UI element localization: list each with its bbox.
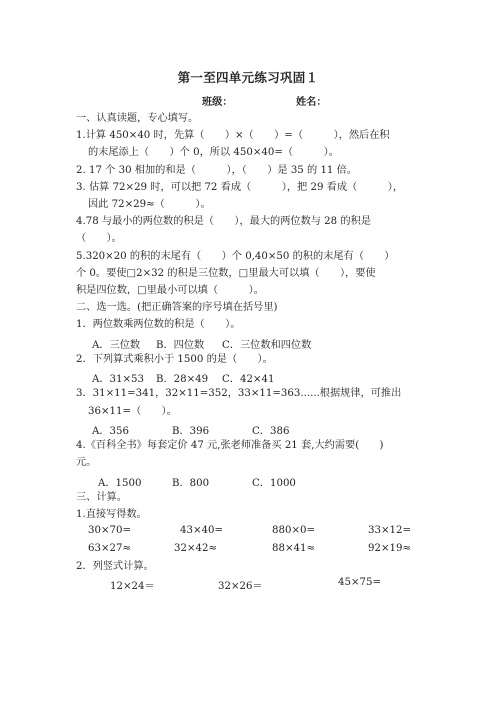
choice-question-3-line-2: 36×11=（ ）。 (88, 406, 177, 417)
choice-question-1: 1．两位数乘两位数的积是（ ）。 (76, 319, 241, 330)
calc-item: 63×27≈ (88, 543, 131, 554)
section1-heading: 一、认真读题，专心填写。 (76, 113, 199, 124)
question-5-line-1: 5.320×20 的积的末尾有（ ）个 0,40×50 的积的末尾有（ ） (76, 251, 395, 262)
question-1-line-2: 的末尾添上（ ）个 0，所以 450×40=（ ）。 (88, 147, 339, 158)
section2-heading: 二、选一选。(把正确答案的序号填在括号里) (76, 302, 278, 313)
subsection-direct-answers: 1.直接写得数。 (76, 509, 147, 520)
question-3-line-1: 3. 估算 72×29 时，可以把 72 看成（ ），把 29 看成（ ）， (76, 182, 404, 193)
option-b: B．396 (172, 426, 210, 437)
question-3-line-2: 因此 72×29≈（ ）。 (88, 199, 211, 210)
option-b: B．800 (172, 478, 210, 489)
calc-item: 45×75= (338, 577, 381, 588)
calc-item: 32×26＝ (218, 581, 263, 592)
question-4-line-1: 4.78 与最小的两位数的积是（ ），最大的两位数与 28 的积是 (76, 216, 371, 227)
option-a: A．1500 (98, 478, 142, 489)
calc-item: 32×42≈ (174, 543, 217, 554)
calc-item: 33×12= (368, 525, 411, 536)
option-b: B．四位数 (156, 340, 205, 351)
question-5-line-2: 个 0。要使□2×32 的积是三位数，□里最大可以填（ ），要使 (76, 268, 376, 279)
calc-item: 30×70= (88, 525, 131, 536)
calc-item: 88×41≈ (272, 543, 315, 554)
choice-question-4-line-2: 元。 (76, 457, 97, 468)
question-4-line-2: （ ）。 (76, 233, 122, 244)
class-label: 班级： (202, 97, 233, 108)
calc-item: 12×24＝ (110, 581, 155, 592)
option-c: C．42×41 (222, 374, 275, 385)
option-c: C．1000 (252, 478, 296, 489)
option-c: C．三位数和四位数 (222, 340, 312, 351)
calc-item: 43×40= (180, 525, 223, 536)
option-a: A．31×53 (92, 374, 145, 385)
option-b: B．28×49 (156, 374, 209, 385)
question-5-line-3: 积是四位数，□里最小可以填（ ）。 (76, 285, 264, 296)
question-2: 2. 17 个 30 相加的和是（ ），（ ）是 35 的 11 倍。 (76, 165, 358, 176)
page-title: 第一至四单元练习巩固１ (177, 70, 319, 85)
choice-question-2: 2．下列算式乘积小于 1500 的是（ ）。 (76, 354, 273, 365)
choice-question-3-line-1: 3．31×11=341，32×11=352，33×11=363......根据规律，可推出 (76, 388, 402, 399)
subsection-vertical-calculation: 2．列竖式计算。 (76, 561, 154, 572)
question-1-line-1: 1.计算 450×40 时，先算（ ）×（ ）=（ ），然后在积 (76, 130, 390, 141)
calc-item: 880×0= (272, 525, 315, 536)
option-c: C．386 (252, 426, 290, 437)
section3-heading: 三、计算。 (76, 492, 127, 503)
option-a: A．356 (92, 426, 129, 437)
choice-question-4-line-1: 4.《百科全书》每套定价 47 元,张老师准备买 21 套,大约需要( ) (76, 440, 384, 451)
option-a: A．三位数 (92, 340, 141, 351)
calc-item: 92×19≈ (368, 543, 411, 554)
name-label: 姓名： (296, 97, 327, 108)
